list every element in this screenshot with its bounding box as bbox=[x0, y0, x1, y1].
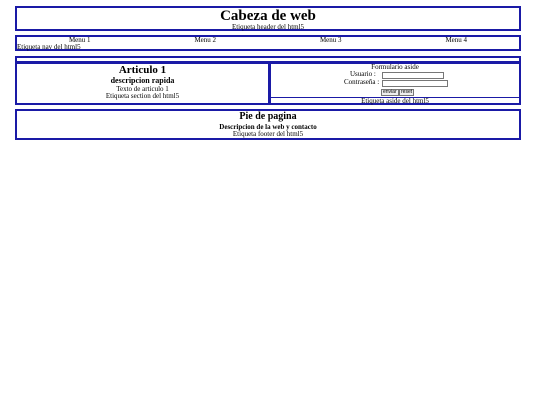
nav-item-menu-2[interactable]: Menu 2 bbox=[194, 36, 217, 44]
aside-title: Formulario aside bbox=[371, 63, 419, 71]
user-input[interactable] bbox=[382, 72, 444, 79]
aside-form bbox=[269, 62, 521, 105]
article-title: Articulo 1 bbox=[118, 64, 167, 76]
aside-tag: Etiqueta aside del html5 bbox=[271, 97, 519, 105]
article-subtitle: descripcion rapida bbox=[110, 76, 175, 85]
nav-item-menu-4[interactable]: Menu 4 bbox=[445, 36, 468, 44]
nav-tag: Etiqueta nav del html5 bbox=[17, 43, 81, 51]
footer-title: Pie de pagina bbox=[239, 111, 297, 122]
reset-button[interactable]: reset bbox=[401, 89, 413, 95]
nav-item-menu-3[interactable]: Menu 3 bbox=[319, 36, 342, 44]
article-section bbox=[15, 62, 270, 105]
user-label: Usuario : bbox=[350, 70, 376, 78]
article-text: Texto de articulo 1 bbox=[116, 85, 169, 93]
password-label: Contraseña : bbox=[344, 78, 380, 86]
submit-button[interactable]: enviar bbox=[383, 89, 397, 95]
nav-item-menu-1[interactable]: Menu 1 bbox=[68, 36, 91, 44]
footer-subtitle: Descripcion de la web y contacto bbox=[219, 123, 317, 131]
footer-tag: Etiqueta footer del html5 bbox=[232, 130, 304, 138]
header-title: Cabeza de web bbox=[220, 8, 316, 24]
site-footer bbox=[15, 109, 521, 140]
nav-menu bbox=[17, 37, 519, 44]
header-tag: Etiqueta header del html5 bbox=[231, 23, 305, 31]
site-nav bbox=[15, 35, 521, 51]
password-input[interactable] bbox=[382, 80, 448, 87]
article-tag: Etiqueta section del html5 bbox=[105, 92, 180, 100]
site-header bbox=[15, 6, 521, 31]
